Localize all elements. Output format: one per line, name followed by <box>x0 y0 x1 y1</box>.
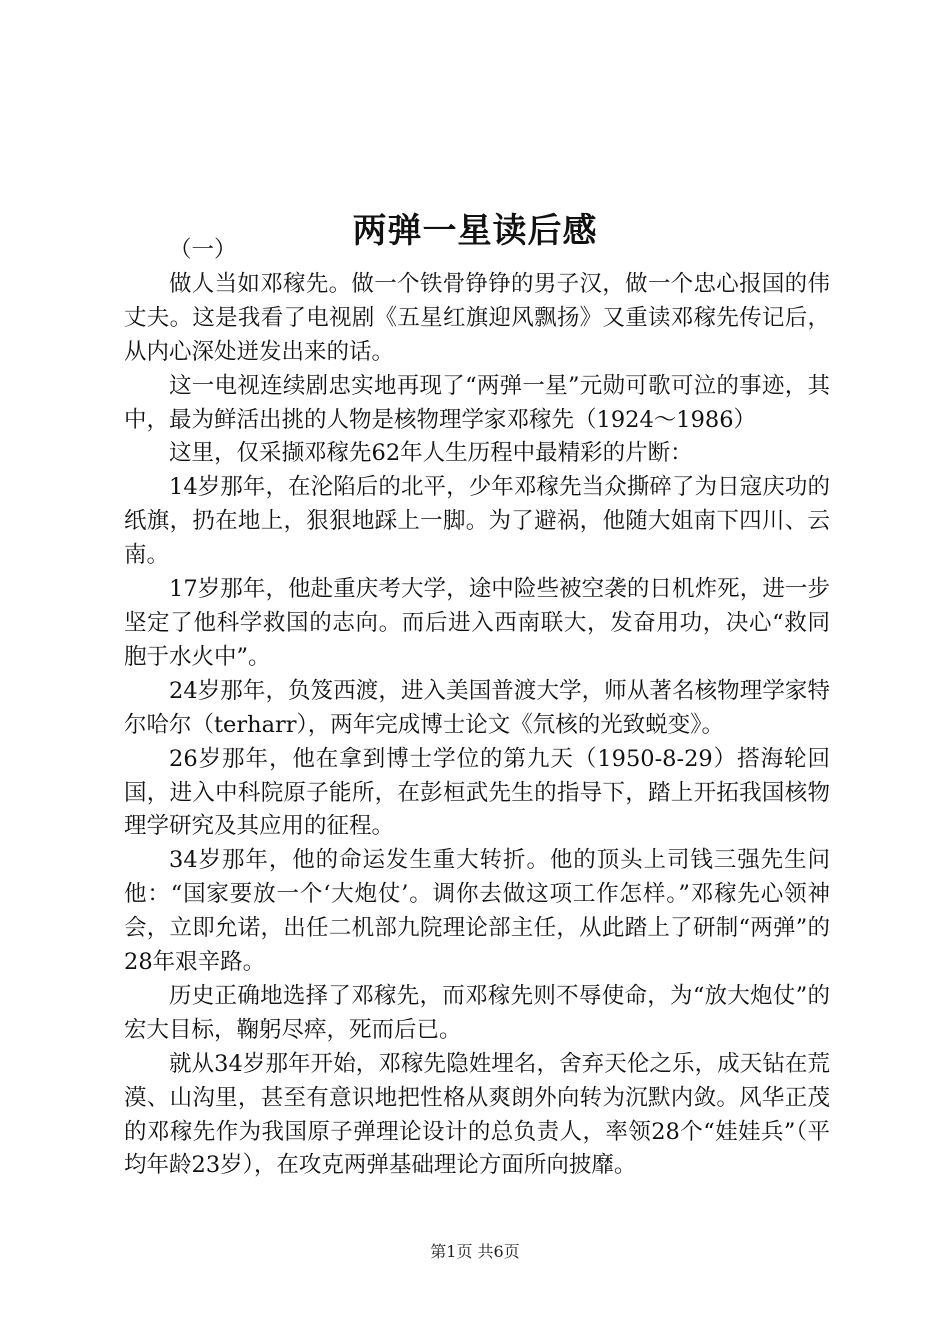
paragraph: 就从34岁那年开始，邓稼先隐姓埋名，舍弃天伦之乐，成天钻在荒漠、山沟里，甚至有意识地把性格从爽朗外向转为沉默内敛。风华正茂的邓稼先作为我国原子弹理论设计的总负责人，率领28个“娃娃兵”（平均年龄23岁），在攻克两弹基础理论方面所向披靡。 <box>124 1050 830 1179</box>
paragraph: 17岁那年，他赴重庆考大学，途中险些被空袭的日机炸死，进一步坚定了他科学救国的志向。而后进入西南联大，发奋用功，决心“救同胞于水火中”。 <box>124 576 830 670</box>
page-footer: 第1页 共6页 <box>430 1242 520 1261</box>
section-number: （一） <box>169 237 237 263</box>
paragraph: 这里，仅采撷邓稼先62年人生历程中最精彩的片断： <box>169 440 693 467</box>
paragraph: 24岁那年，负笈西渡，进入美国普渡大学，师从著名核物理学家特尔哈尔（terharr），两年完成博士论文《氘核的光致蜕变》。 <box>124 677 830 738</box>
paragraph: 做人当如邓稼先。做一个铁骨铮铮的男子汉，做一个忠心报国的伟丈夫。这是我看了电视剧《五星红旗迎风飘扬》又重读邓稼先传记后，从内心深处迸发出来的话。 <box>124 270 830 365</box>
document-body <box>124 234 830 1183</box>
paragraph: 34岁那年，他的命运发生重大转折。他的顶头上司钱三强先生问他：“国家要放一个‘大炮仗’。调你去做这项工作怎样。”邓稼先心领神会，立即允诺，出任二机部九院理论部主任，从此踏上了研制“两弹”的28年艰辛路。 <box>124 847 830 976</box>
paragraph: 历史正确地选择了邓稼先，而邓稼先则不辱使命，为“放大炮仗”的宏大目标，鞠躬尽瘁，死而后已。 <box>124 982 830 1043</box>
paragraph: 26岁那年，他在拿到博士学位的第九天（1950-8-29）搭海轮回国，进入中科院原子能所，在彭桓武先生的指导下，踏上开拓我国核物理学研究及其应用的征程。 <box>124 745 830 840</box>
paragraph: 这一电视连续剧忠实地再现了“两弹一星”元勋可歌可泣的事迹，其中，最为鲜活出挑的人物是核物理学家邓稼先（1924～1986） <box>124 372 830 433</box>
paragraph: 14岁那年，在沦陷后的北平，少年邓稼先当众撕碎了为日寇庆功的纸旗，扔在地上，狠狠地踩上一脚。为了避祸，他随大姐南下四川、云南。 <box>124 474 830 569</box>
document-title: 两弹一星读后感 <box>352 210 598 251</box>
